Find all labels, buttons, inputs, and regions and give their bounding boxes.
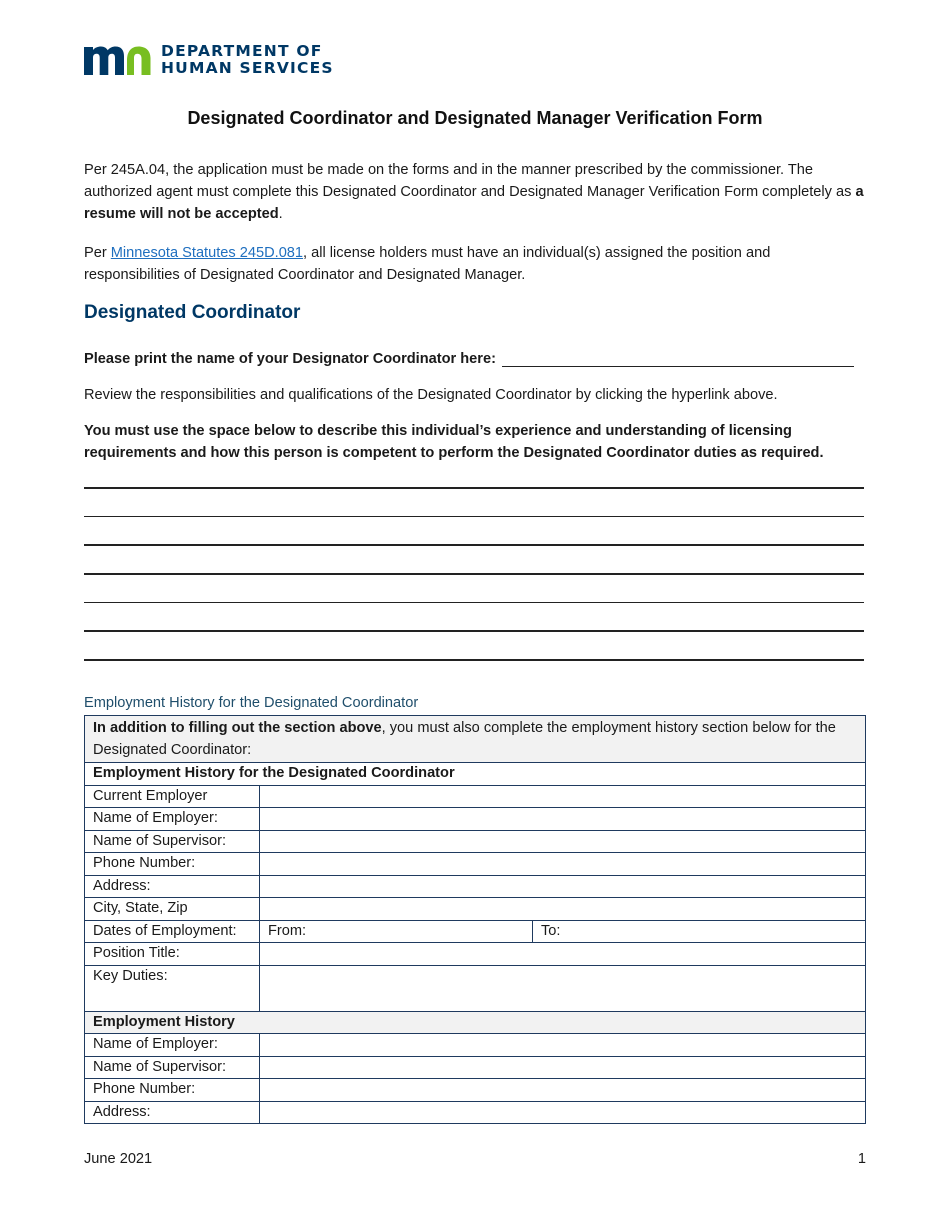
intro-end: . (278, 206, 283, 222)
row-label: Position Title: (85, 943, 260, 966)
city-state-zip-input[interactable] (260, 898, 866, 921)
supervisor-name-input[interactable] (260, 830, 866, 853)
blank-line[interactable] (84, 659, 864, 661)
position-title-input[interactable] (260, 943, 866, 966)
intro-paragraph-2 (84, 242, 866, 286)
current-employer-input[interactable] (260, 785, 866, 808)
blank-line[interactable] (84, 544, 864, 546)
dhs-logo (84, 43, 334, 77)
intro-paragraph-1 (84, 159, 866, 225)
blank-line[interactable] (84, 630, 864, 632)
table-row (85, 853, 866, 876)
logo-text (161, 43, 334, 77)
table-intro-row (85, 716, 866, 763)
date-to-input[interactable]: To: (533, 920, 866, 943)
row-label: Name of Employer: (85, 1034, 260, 1057)
blank-line[interactable] (84, 602, 864, 604)
table-row (85, 830, 866, 853)
section-header-cell (85, 1011, 866, 1034)
table-row (85, 1056, 866, 1079)
table-row (85, 1079, 866, 1102)
table-row (85, 1101, 866, 1124)
employer-name-input-2[interactable] (260, 1034, 866, 1057)
logo-line-2: HUMAN SERVICES (161, 59, 334, 77)
section-heading: Designated Coordinator (84, 302, 301, 323)
table-row (85, 1034, 866, 1057)
date-from-input[interactable]: From: (260, 920, 533, 943)
phone-input-2[interactable] (260, 1079, 866, 1102)
intro-text-2: , all license holders must have an individual(s) assigned the position and responsibilities of Designated Coordinator and Designated Manager. (84, 245, 771, 283)
blank-line[interactable] (84, 516, 864, 518)
statute-link[interactable]: Minnesota Statutes 245D.081 (110, 245, 304, 261)
row-label: Name of Supervisor: (85, 1056, 260, 1079)
describe-instructions: You must use the space below to describe this individual’s experience and understanding of licensing requirements and how this person is competent to perform the Designated Coordinator duties as required. (84, 423, 824, 461)
row-label: Phone Number: (85, 853, 260, 876)
table-intro-cell (85, 716, 866, 763)
table-row (85, 785, 866, 808)
employment-history-table (84, 715, 866, 1124)
section-header-row (85, 763, 866, 786)
phone-input[interactable] (260, 853, 866, 876)
table-row (85, 943, 866, 966)
row-label: Address: (85, 1101, 260, 1124)
row-label: Key Duties: (85, 965, 260, 1011)
address-input-2[interactable] (260, 1101, 866, 1124)
coordinator-name-input[interactable] (502, 352, 854, 367)
row-label: Address: (85, 875, 260, 898)
intro-rest: , you must also complete the employment history section below for the Designated Coordinator: (93, 720, 836, 758)
address-input[interactable] (260, 875, 866, 898)
mn-logo-icon (84, 44, 152, 76)
section-header-row (85, 1011, 866, 1034)
page-title: Designated Coordinator and Designated Manager Verification Form (187, 108, 763, 128)
experience-description-area[interactable] (84, 487, 864, 688)
section-header-cell (85, 763, 866, 786)
section1-header: Employment History for the Designated Coordinator (93, 765, 455, 781)
table-row (85, 898, 866, 921)
table-row (85, 920, 866, 943)
row-label: Dates of Employment: (85, 920, 260, 943)
intro-text: Per 245A.04, the application must be made on the forms and in the manner prescribed by the commissioner. The authorized agent must complete this Designated Coordinator and Designated Manager Verification Form completely as (84, 162, 856, 200)
supervisor-name-input-2[interactable] (260, 1056, 866, 1079)
intro-prefix: Per (84, 245, 111, 261)
blank-line[interactable] (84, 573, 864, 575)
row-label: Phone Number: (85, 1079, 260, 1102)
table-row (85, 965, 866, 1011)
row-label: Name of Employer: (85, 808, 260, 831)
coordinator-name-field (84, 351, 866, 367)
intro-bold-text: a resume will not be accepted (84, 184, 864, 222)
section2-header: Employment History (93, 1013, 235, 1030)
footer-date: June 2021 (84, 1151, 153, 1167)
page-number: 1 (857, 1151, 866, 1167)
key-duties-input[interactable] (260, 965, 866, 1011)
blank-line[interactable] (84, 487, 864, 489)
employer-name-input[interactable] (260, 808, 866, 831)
row-label: Current Employer (85, 785, 260, 808)
row-label: Name of Supervisor: (85, 830, 260, 853)
logo-line-1: DEPARTMENT OF (161, 42, 323, 60)
table-row (85, 808, 866, 831)
employment-caption: Employment History for the Designated Coordinator (84, 695, 419, 711)
review-instructions: Review the responsibilities and qualifications of the Designated Coordinator by clicking the hyperlink above. (84, 387, 778, 403)
table-row (85, 875, 866, 898)
name-prompt-label: Please print the name of your Designator Coordinator here: (84, 351, 496, 367)
row-label: City, State, Zip (85, 898, 260, 921)
intro-bold: In addition to filling out the section above (93, 720, 382, 736)
